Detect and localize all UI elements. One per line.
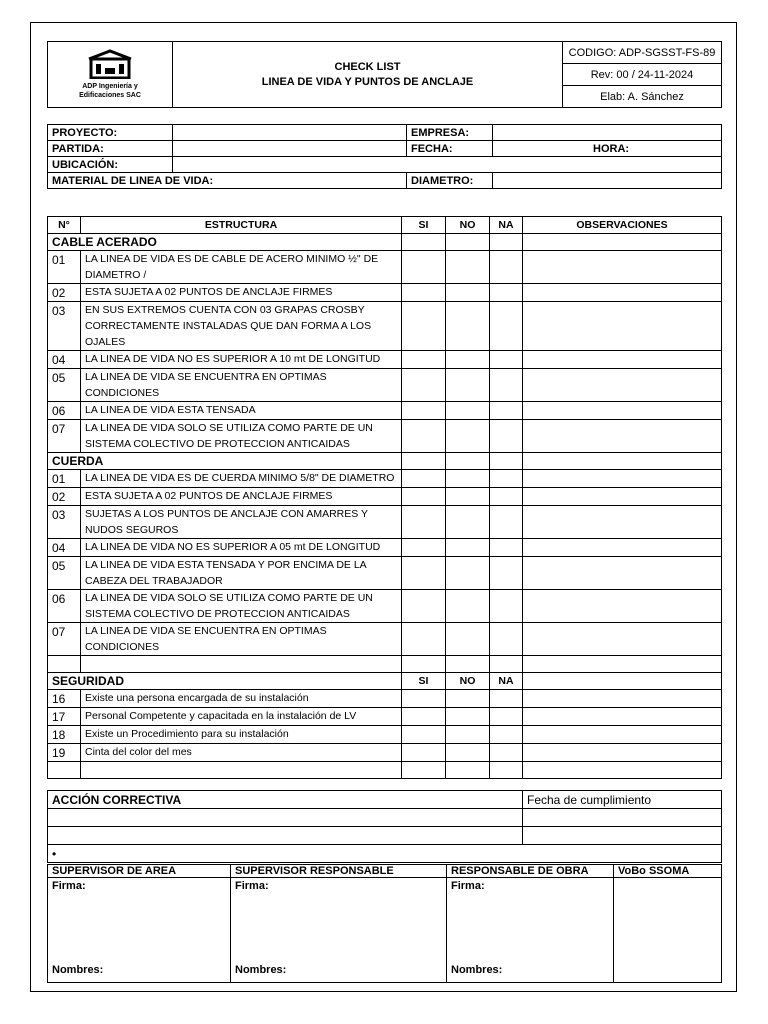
section-seguridad-title: SEGURIDAD	[48, 673, 402, 690]
section-seguridad-header-na: NA	[490, 673, 523, 690]
table-row	[48, 690, 722, 708]
sup-area-signature[interactable]	[48, 878, 231, 983]
cable-observation-cell[interactable]	[523, 402, 722, 420]
cable-check-no[interactable]	[446, 351, 490, 369]
section-blank-cell	[523, 453, 722, 470]
table-row	[48, 708, 722, 726]
cuerda-check-no[interactable]	[446, 623, 490, 656]
cuerda-item-number: 02	[48, 488, 81, 506]
cable-check-na[interactable]	[490, 369, 523, 402]
table-row	[48, 539, 722, 557]
cuerda-check-na[interactable]	[490, 590, 523, 623]
cuerda-item-number: 04	[48, 539, 81, 557]
cable-check-no[interactable]	[446, 402, 490, 420]
nombres-label: Nombres:	[52, 964, 104, 976]
cable-item-number: 02	[48, 284, 81, 302]
cuerda-check-no[interactable]	[446, 470, 490, 488]
logo-caption-line1: ADP Ingeniería y	[82, 83, 138, 90]
cuerda-observation-cell[interactable]	[523, 506, 722, 539]
cable-observation-cell[interactable]	[523, 351, 722, 369]
vobo-header: VoBo SSOMA	[614, 865, 722, 878]
cuerda-item-text: LA LINEA DE VIDA SOLO SE UTILIZA COMO PARTE DE UN SISTEMA COLECTIVO DE PROTECCION ANTICAIDAS	[81, 590, 402, 623]
seguridad-check-no[interactable]	[446, 726, 490, 744]
seguridad-item-text: Existe una persona encargada de su instalación	[81, 690, 402, 708]
table-row	[48, 369, 722, 402]
cuerda-check-si[interactable]	[402, 623, 446, 656]
cuerda-observation-cell[interactable]	[523, 623, 722, 656]
cuerda-check-no[interactable]	[446, 506, 490, 539]
table-row	[48, 470, 722, 488]
col-header-observaciones: OBSERVACIONES	[523, 217, 722, 234]
blank-cell[interactable]	[81, 656, 402, 673]
cuerda-item-text: LA LINEA DE VIDA SE ENCUENTRA EN OPTIMAS CONDICIONES	[81, 623, 402, 656]
blank-cell[interactable]	[490, 656, 523, 673]
project-info-table	[47, 124, 722, 189]
cuerda-observation-cell[interactable]	[523, 470, 722, 488]
section-blank-cell	[490, 453, 523, 470]
cable-item-number: 01	[48, 251, 81, 284]
cuerda-item-number: 06	[48, 590, 81, 623]
cuerda-item-text: LA LINEA DE VIDA ES DE CUERDA MINIMO 5/8" DE DIAMETRO	[81, 470, 402, 488]
section-blank-cell	[490, 234, 523, 251]
section-blank-cell	[402, 234, 446, 251]
cuerda-observation-cell[interactable]	[523, 539, 722, 557]
table-row	[48, 488, 722, 506]
revision-cell: Rev: 00 / 24-11-2024	[563, 64, 722, 86]
empresa-field[interactable]	[493, 125, 722, 141]
cuerda-observation-cell[interactable]	[523, 590, 722, 623]
ubicacion-label: UBICACIÓN:	[48, 157, 173, 173]
cable-item-number: 03	[48, 302, 81, 351]
seguridad-check-na[interactable]	[490, 744, 523, 762]
seguridad-check-na[interactable]	[490, 690, 523, 708]
fecha-label: FECHA:	[407, 141, 493, 157]
proyecto-field[interactable]	[173, 125, 407, 141]
blank-cell[interactable]	[48, 656, 81, 673]
blank-cell[interactable]	[446, 762, 490, 779]
cable-check-si[interactable]	[402, 284, 446, 302]
cable-item-text: LA LINEA DE VIDA SE ENCUENTRA EN OPTIMAS CONDICIONES	[81, 369, 402, 402]
cuerda-check-no[interactable]	[446, 590, 490, 623]
elaborado-cell: Elab: A. Sánchez	[563, 86, 722, 108]
fecha-cumplimiento-label: Fecha de cumplimiento	[523, 791, 722, 809]
cable-observation-cell[interactable]	[523, 284, 722, 302]
cuerda-item-number: 05	[48, 557, 81, 590]
seguridad-check-no[interactable]	[446, 708, 490, 726]
blank-row	[48, 656, 722, 673]
cuerda-item-text: ESTA SUJETA A 02 PUNTOS DE ANCLAJE FIRMES	[81, 488, 402, 506]
cable-check-no[interactable]	[446, 369, 490, 402]
cuerda-item-number: 03	[48, 506, 81, 539]
cable-check-si[interactable]	[402, 402, 446, 420]
cuerda-observation-cell[interactable]	[523, 488, 722, 506]
seguridad-item-text: Personal Competente y capacitada en la instalación de LV	[81, 708, 402, 726]
table-row	[48, 557, 722, 590]
cable-check-no[interactable]	[446, 302, 490, 351]
cable-item-text: LA LINEA DE VIDA SOLO SE UTILIZA COMO PARTE DE UN SISTEMA COLECTIVO DE PROTECCION ANTICAIDAS	[81, 420, 402, 453]
seguridad-observation-cell[interactable]	[523, 726, 722, 744]
table-row	[48, 351, 722, 369]
cuerda-item-text: LA LINEA DE VIDA ESTA TENSADA Y POR ENCIMA DE LA CABEZA DEL TRABAJADOR	[81, 557, 402, 590]
cuerda-check-na[interactable]	[490, 470, 523, 488]
table-row	[48, 506, 722, 539]
section-seguridad-header-si: SI	[402, 673, 446, 690]
col-header-estructura: ESTRUCTURA	[81, 217, 402, 234]
cuerda-item-number: 01	[48, 470, 81, 488]
seguridad-check-na[interactable]	[490, 726, 523, 744]
cable-check-no[interactable]	[446, 284, 490, 302]
cable-item-text: EN SUS EXTREMOS CUENTA CON 03 GRAPAS CROSBY CORRECTAMENTE INSTALADAS QUE DAN FORMA A LOS OJALES	[81, 302, 402, 351]
codigo-cell: CODIGO: ADP-SGSST-FS-89	[563, 42, 722, 64]
seguridad-observation-cell[interactable]	[523, 744, 722, 762]
cable-check-si[interactable]	[402, 251, 446, 284]
nombres-label: Nombres:	[451, 964, 503, 976]
seguridad-item-number: 19	[48, 744, 81, 762]
seguridad-observation-cell[interactable]	[523, 708, 722, 726]
blank-cell[interactable]	[48, 762, 81, 779]
cable-check-na[interactable]	[490, 351, 523, 369]
resp-obra-header: RESPONSABLE DE OBRA	[447, 865, 614, 878]
table-row	[48, 590, 722, 623]
table-row	[48, 744, 722, 762]
title-line2: LINEA DE VIDA Y PUNTOS DE ANCLAJE	[261, 75, 474, 88]
section-cuerda-title: CUERDA	[48, 453, 402, 470]
table-row	[48, 726, 722, 744]
section-blank-cell	[402, 453, 446, 470]
section-seguridad-header-no: NO	[446, 673, 490, 690]
table-row	[48, 284, 722, 302]
seguridad-check-si[interactable]	[402, 744, 446, 762]
cable-item-text: LA LINEA DE VIDA NO ES SUPERIOR A 10 mt DE LONGITUD	[81, 351, 402, 369]
table-row	[48, 623, 722, 656]
empresa-label: EMPRESA:	[407, 125, 493, 141]
cable-check-na[interactable]	[490, 251, 523, 284]
diametro-label: DIAMETRO:	[407, 173, 493, 189]
cuerda-check-na[interactable]	[490, 539, 523, 557]
col-header-na: NA	[490, 217, 523, 234]
col-header-no: NO	[446, 217, 490, 234]
corrective-date-2[interactable]	[523, 827, 722, 845]
seguridad-check-no[interactable]	[446, 744, 490, 762]
title-line1: CHECK LIST	[334, 60, 401, 73]
cable-item-number: 07	[48, 420, 81, 453]
resp-obra-signature[interactable]	[447, 878, 614, 983]
table-row	[48, 302, 722, 351]
seguridad-check-no[interactable]	[446, 690, 490, 708]
section-blank-cell	[446, 234, 490, 251]
section-seguridad-obs-cell[interactable]	[523, 673, 722, 690]
diametro-field[interactable]	[493, 173, 722, 189]
table-row	[48, 402, 722, 420]
firma-label: Firma:	[235, 880, 269, 892]
hora-cell[interactable]	[493, 141, 722, 157]
section-cable	[48, 234, 722, 251]
blank-cell[interactable]	[490, 762, 523, 779]
cuerda-check-si[interactable]	[402, 470, 446, 488]
cuerda-check-na[interactable]	[490, 488, 523, 506]
corrective-action-table	[47, 790, 722, 863]
material-label: MATERIAL DE LINEA DE VIDA:	[48, 173, 407, 189]
cuerda-check-no[interactable]	[446, 539, 490, 557]
cable-observation-cell[interactable]	[523, 251, 722, 284]
cable-check-na[interactable]	[490, 284, 523, 302]
cuerda-check-si[interactable]	[402, 506, 446, 539]
checklist-header-row	[48, 217, 722, 234]
section-cuerda	[48, 453, 722, 470]
corrective-bullet-row[interactable]	[48, 845, 722, 863]
partida-label: PARTIDA:	[48, 141, 173, 157]
logo-cell	[48, 42, 173, 108]
cuerda-check-si[interactable]	[402, 488, 446, 506]
cable-item-text: LA LINEA DE VIDA ES DE CABLE DE ACERO MINIMO ½" DE DIAMETRO /	[81, 251, 402, 284]
corrective-field-1[interactable]	[48, 809, 523, 827]
blank-cell[interactable]	[81, 762, 402, 779]
cable-check-na[interactable]	[490, 420, 523, 453]
section-seguridad	[48, 673, 722, 690]
cuerda-check-no[interactable]	[446, 557, 490, 590]
section-blank-cell	[523, 234, 722, 251]
seguridad-check-si[interactable]	[402, 726, 446, 744]
document-title	[173, 42, 563, 108]
signature-table	[47, 864, 722, 983]
cable-check-na[interactable]	[490, 402, 523, 420]
vobo-signature[interactable]	[614, 878, 722, 983]
cuerda-item-number: 07	[48, 623, 81, 656]
col-header-si: SI	[402, 217, 446, 234]
cuerda-item-text: LA LINEA DE VIDA NO ES SUPERIOR A 05 mt DE LONGITUD	[81, 539, 402, 557]
blank-row	[48, 762, 722, 779]
corrective-title: ACCIÓN CORRECTIVA	[48, 791, 523, 809]
seguridad-item-text: Existe un Procedimiento para su instalación	[81, 726, 402, 744]
cable-observation-cell[interactable]	[523, 369, 722, 402]
firma-label: Firma:	[451, 880, 485, 892]
cable-item-number: 05	[48, 369, 81, 402]
cuerda-check-no[interactable]	[446, 488, 490, 506]
seguridad-item-text: Cinta del color del mes	[81, 744, 402, 762]
table-row	[48, 251, 722, 284]
blank-cell[interactable]	[402, 656, 446, 673]
seguridad-check-si[interactable]	[402, 708, 446, 726]
cuerda-check-si[interactable]	[402, 590, 446, 623]
partida-field[interactable]	[173, 141, 407, 157]
cable-check-si[interactable]	[402, 302, 446, 351]
corrective-field-2[interactable]	[48, 827, 523, 845]
blank-cell[interactable]	[523, 762, 722, 779]
cable-check-no[interactable]	[446, 420, 490, 453]
cable-item-number: 04	[48, 351, 81, 369]
cuerda-check-si[interactable]	[402, 557, 446, 590]
cable-item-number: 06	[48, 402, 81, 420]
sup-resp-header: SUPERVISOR RESPONSABLE	[231, 865, 447, 878]
cable-check-no[interactable]	[446, 251, 490, 284]
proyecto-label: PROYECTO:	[48, 125, 173, 141]
seguridad-item-number: 18	[48, 726, 81, 744]
bullet-icon: •	[52, 846, 57, 861]
section-cable-title: CABLE ACERADO	[48, 234, 402, 251]
sup-resp-signature[interactable]	[231, 878, 447, 983]
cable-observation-cell[interactable]	[523, 420, 722, 453]
cable-item-text: LA LINEA DE VIDA ESTA TENSADA	[81, 402, 402, 420]
ubicacion-field[interactable]	[173, 157, 722, 173]
cable-check-si[interactable]	[402, 369, 446, 402]
hora-label: HORA:	[593, 142, 630, 155]
company-logo-icon	[85, 49, 135, 79]
cable-check-si[interactable]	[402, 420, 446, 453]
cuerda-check-na[interactable]	[490, 623, 523, 656]
cuerda-check-na[interactable]	[490, 506, 523, 539]
cuerda-item-text: SUJETAS A LOS PUNTOS DE ANCLAJE CON AMARRES Y NUDOS SEGUROS	[81, 506, 402, 539]
logo-caption-line2: Edificaciones SAC	[79, 92, 141, 99]
cable-observation-cell[interactable]	[523, 302, 722, 351]
seguridad-check-si[interactable]	[402, 690, 446, 708]
blank-cell[interactable]	[402, 762, 446, 779]
seguridad-item-number: 17	[48, 708, 81, 726]
corrective-date-1[interactable]	[523, 809, 722, 827]
cable-item-text: ESTA SUJETA A 02 PUNTOS DE ANCLAJE FIRMES	[81, 284, 402, 302]
table-row	[48, 420, 722, 453]
col-header-n: N°	[48, 217, 81, 234]
seguridad-item-number: 16	[48, 690, 81, 708]
cable-check-na[interactable]	[490, 302, 523, 351]
checklist-table	[47, 216, 722, 779]
nombres-label: Nombres:	[235, 964, 287, 976]
blank-cell[interactable]	[523, 656, 722, 673]
firma-label: Firma:	[52, 880, 86, 892]
seguridad-observation-cell[interactable]	[523, 690, 722, 708]
cable-check-si[interactable]	[402, 351, 446, 369]
blank-cell[interactable]	[446, 656, 490, 673]
header-table	[47, 41, 722, 108]
cuerda-check-si[interactable]	[402, 539, 446, 557]
section-blank-cell	[446, 453, 490, 470]
cuerda-check-na[interactable]	[490, 557, 523, 590]
sup-area-header: SUPERVISOR DE AREA	[48, 865, 231, 878]
cuerda-observation-cell[interactable]	[523, 557, 722, 590]
seguridad-check-na[interactable]	[490, 708, 523, 726]
